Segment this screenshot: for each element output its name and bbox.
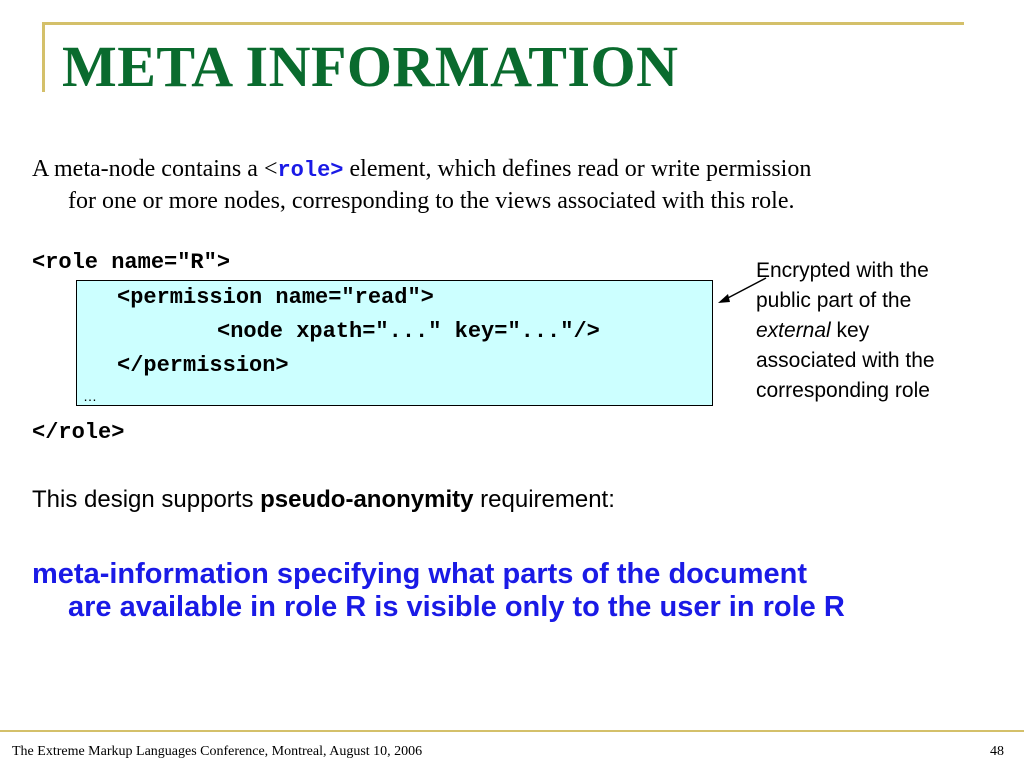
slide-title: META INFORMATION xyxy=(62,34,679,99)
design-paragraph xyxy=(32,486,615,514)
note-line-3 xyxy=(756,316,996,346)
footer-conference: The Extreme Markup Languages Conference, Montreal, August 10, 2006 xyxy=(12,744,423,759)
code-role-close: </role> xyxy=(32,420,125,445)
code-permission-close: </permission> xyxy=(117,353,289,378)
code-permission-open: <permission name="read"> xyxy=(117,285,434,310)
frame-left-rule xyxy=(42,22,45,92)
code-role-open: <role name="R"> xyxy=(32,250,231,275)
note-line-1: Encrypted with the xyxy=(756,259,929,282)
intro-text-before: A meta-node contains a xyxy=(32,156,264,182)
note-italic: external xyxy=(756,319,831,342)
design-text-before: This design supports xyxy=(32,486,261,513)
intro-line-1 xyxy=(32,154,992,186)
note-line-4: associated with the xyxy=(756,349,935,372)
note-line-2: public part of the xyxy=(756,289,912,312)
design-text-bold: pseudo-anonymity xyxy=(260,486,474,513)
highlight-line-1: meta-information specifying what parts of the document xyxy=(32,558,808,590)
page-number: 48 xyxy=(990,744,1004,759)
footer-rule xyxy=(0,730,1024,732)
note-line-3-after: key xyxy=(830,319,870,342)
frame-top-rule xyxy=(42,22,964,25)
callout-note xyxy=(756,256,996,406)
highlight-line-2: are available in role R is visible only to the user in role R xyxy=(68,591,845,623)
highlight-paragraph xyxy=(32,558,1012,624)
design-text-after: requirement: xyxy=(473,486,615,513)
intro-line-2: for one or more nodes, corresponding to the views associated with this role. xyxy=(68,188,795,214)
role-tag: role> xyxy=(277,158,344,183)
code-ellipsis: … xyxy=(83,388,97,404)
code-node: <node xpath="..." key="..."/> xyxy=(217,319,600,344)
intro-text-after: element, which defines read or write permission xyxy=(343,156,812,182)
intro-paragraph xyxy=(32,154,992,216)
note-line-5: corresponding role xyxy=(756,379,930,402)
less-than-sign: < xyxy=(263,156,278,182)
code-box xyxy=(76,280,713,406)
